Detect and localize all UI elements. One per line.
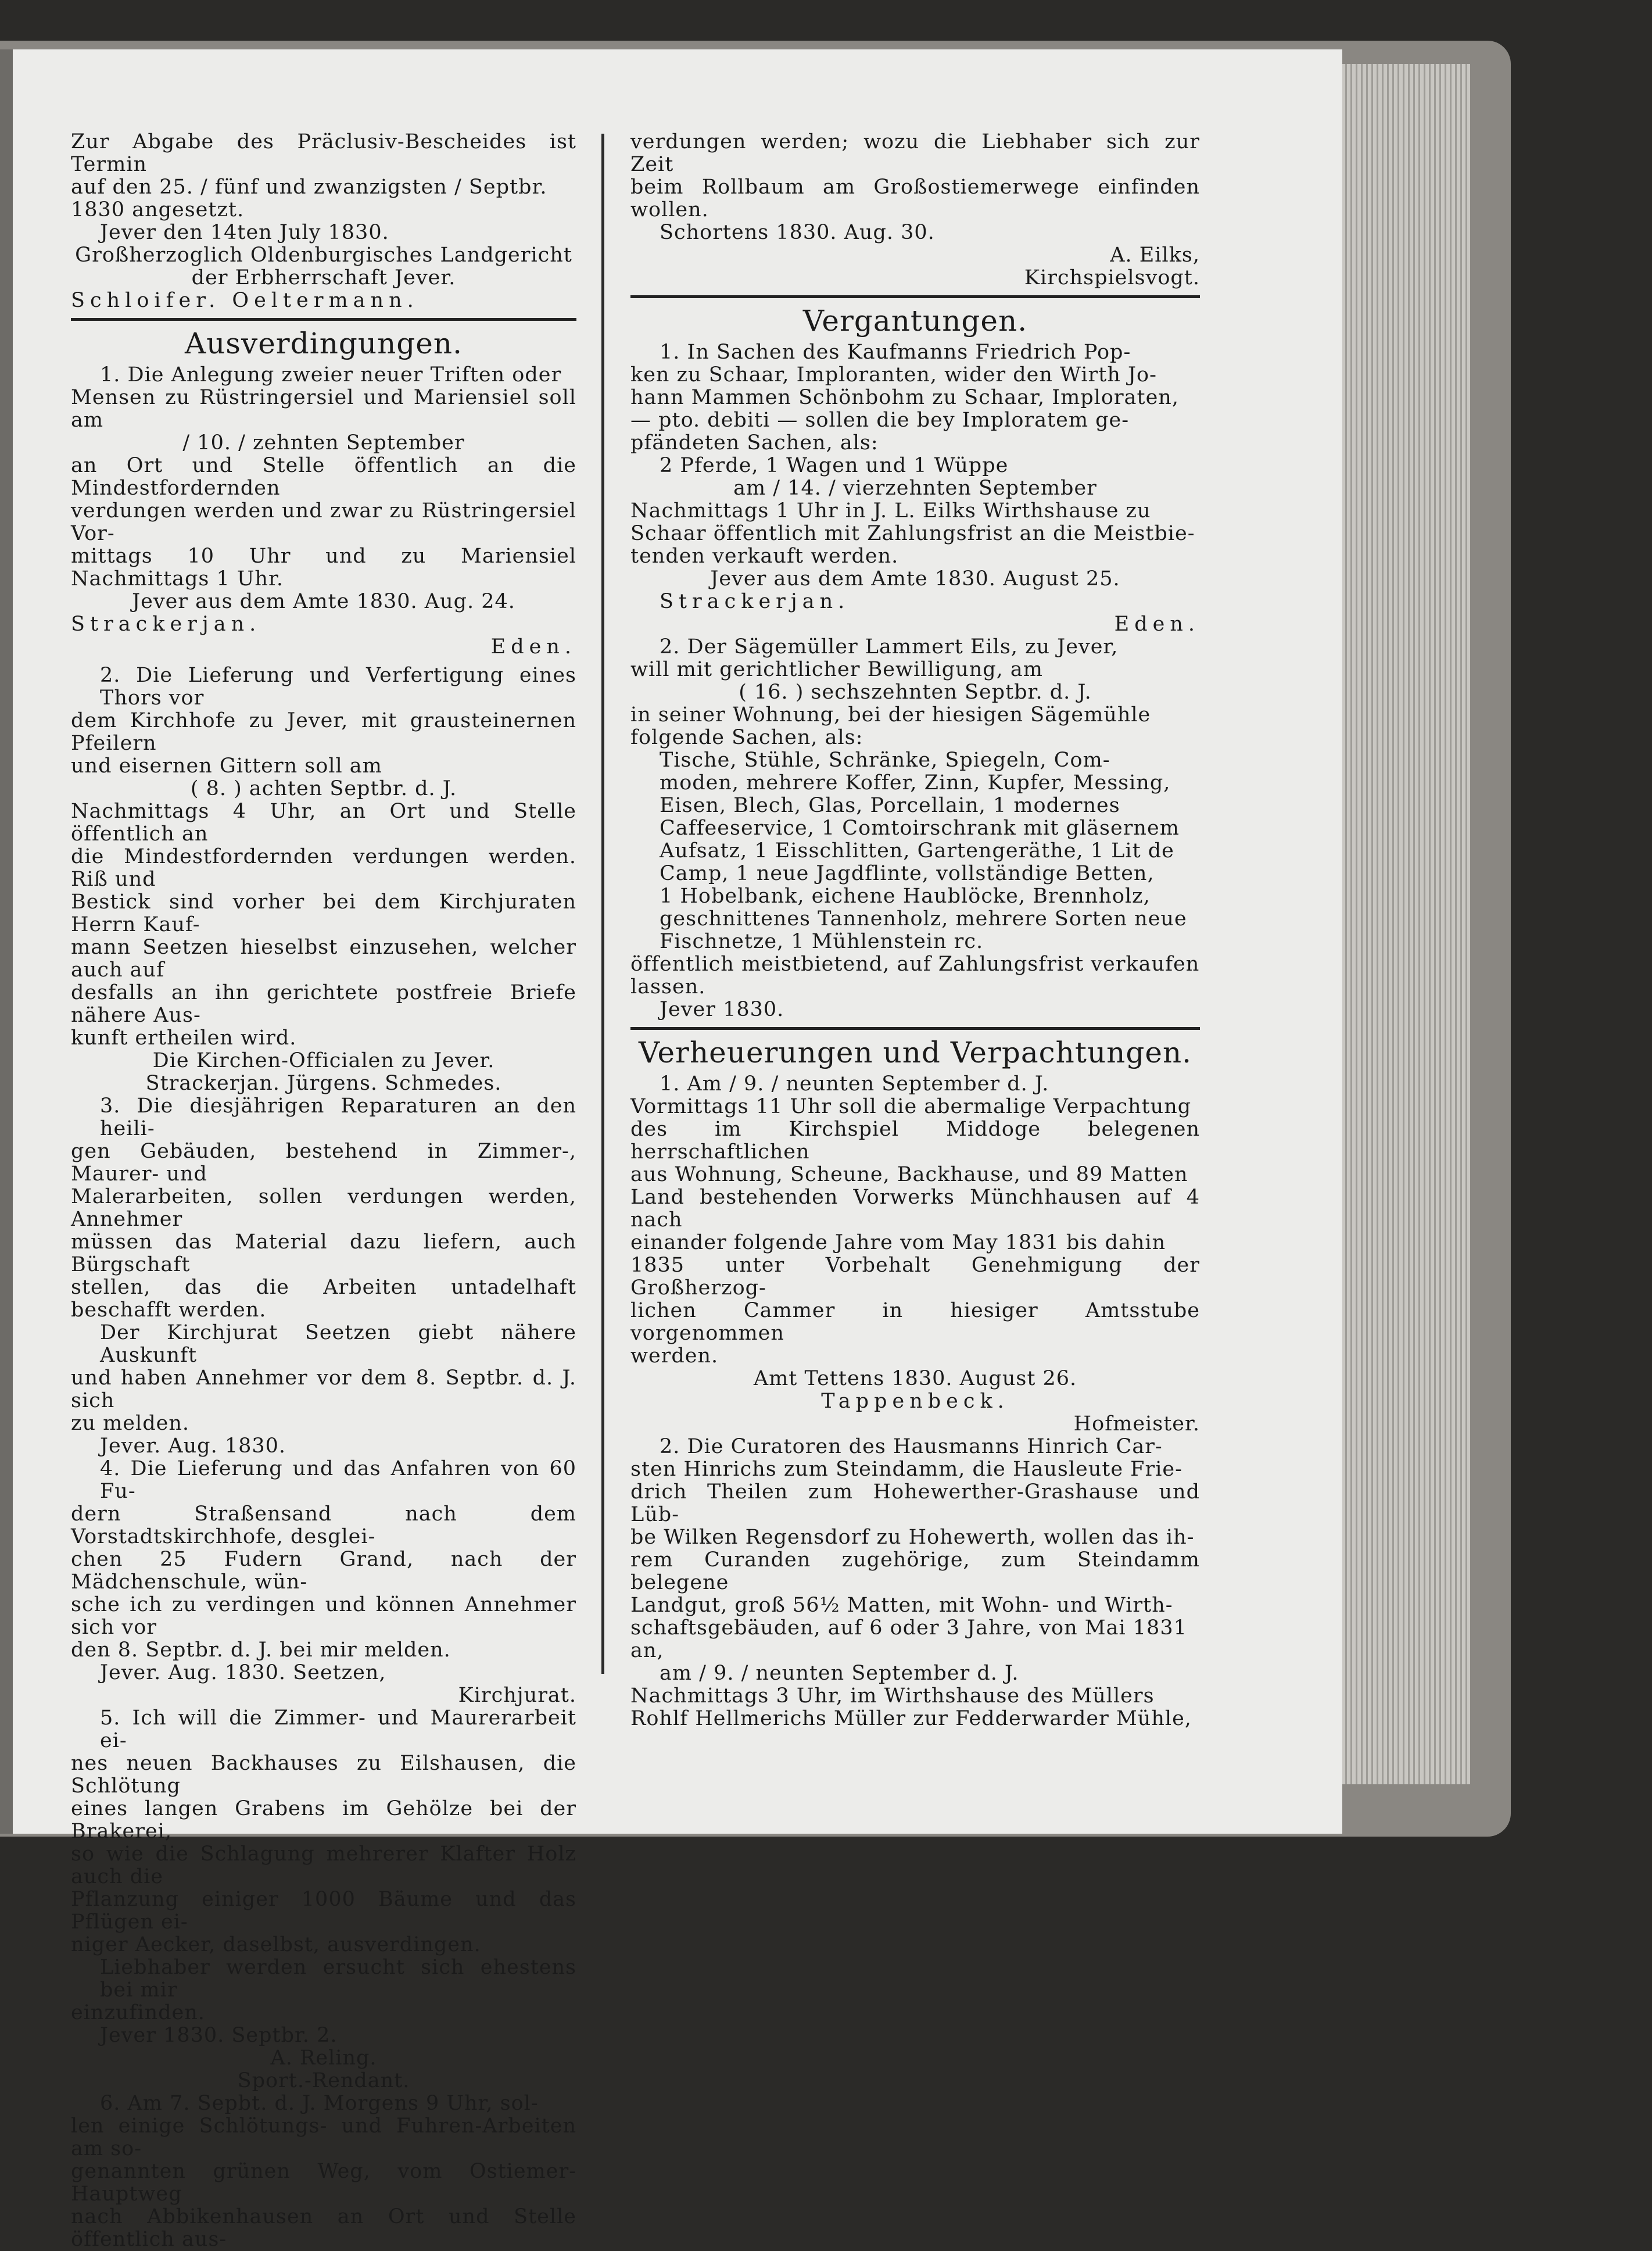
text-line: Jever aus dem Amte 1830. August 25. bbox=[710, 567, 1120, 591]
text-line: chen 25 Fudern Grand, nach der Mädchenschule, wün- bbox=[71, 1548, 576, 1594]
text-line: Caffeeservice, 1 Comtoirschrank mit gläsernem bbox=[660, 817, 1180, 840]
text-line: moden, mehrere Koffer, Zinn, Kupfer, Messing, bbox=[660, 771, 1171, 795]
text-line: 5. Ich will die Zimmer- und Maurerarbeit ei- bbox=[100, 1706, 576, 1752]
text-line: A. Reling. bbox=[270, 2046, 377, 2070]
text-line: in seiner Wohnung, bei der hiesigen Sägemühle bbox=[630, 703, 1151, 727]
text-line: mann Seetzen hieselbst einzusehen, welcher auch auf bbox=[71, 936, 576, 982]
text-line: ken zu Schaar, Imploranten, wider den Wirth Jo- bbox=[630, 363, 1157, 387]
heading-vergantungen: Vergantungen. bbox=[802, 304, 1028, 338]
text-line: aus Wohnung, Scheune, Backhause, und 89 Matten bbox=[630, 1163, 1188, 1186]
left-intro bbox=[71, 131, 576, 312]
text-line: Hofmeister. bbox=[1073, 1412, 1200, 1436]
text-line: dern Straßensand nach dem Vorstadtskirchhofe, desglei- bbox=[71, 1502, 576, 1548]
heading-verheuerungen: Verheuerungen und Verpachtungen. bbox=[638, 1036, 1192, 1069]
text-line: Landgut, groß 56½ Matten, mit Wohn- und Wirth- bbox=[630, 1594, 1173, 1617]
text-line: Fischnetze, 1 Mühlenstein rc. bbox=[660, 930, 984, 953]
text-line: Bestick sind vorher bei dem Kirchjuraten Herrn Kauf- bbox=[71, 890, 576, 936]
text-line: Strackerjan. bbox=[71, 613, 261, 636]
text-line: hann Mammen Schönbohm zu Schaar, Imploraten, bbox=[630, 386, 1179, 409]
page-edges bbox=[1336, 64, 1470, 1784]
text-line: Kirchspielsvogt. bbox=[1024, 266, 1200, 289]
text-line: Pflanzung einiger 1000 Bäume und das Pflügen ei- bbox=[71, 1888, 576, 1934]
text-line: Die Kirchen-Officialen zu Jever. bbox=[152, 1049, 495, 1072]
text-line: len einige Schlötungs- und Fuhren-Arbeiten am so- bbox=[71, 2114, 576, 2160]
text-line: Kirchjurat. bbox=[458, 1684, 576, 1707]
heading-ausverdingungen: Ausverdingungen. bbox=[184, 327, 463, 360]
text-line: A. Eilks, bbox=[1110, 244, 1200, 267]
text-line: mittags 10 Uhr und zu Mariensiel Nachmittags 1 Uhr. bbox=[71, 545, 576, 591]
text-line: öffentlich meistbietend, auf Zahlungsfrist verkaufen bbox=[630, 953, 1200, 976]
text-line: die Mindestfordernden verdungen werden. Riß und bbox=[71, 845, 576, 891]
text-line: sten Hinrichs zum Steindamm, die Hausleute Frie- bbox=[630, 1458, 1182, 1481]
text-line: einander folgende Jahre vom May 1831 bis dahin bbox=[630, 1231, 1166, 1254]
text-line: lassen. bbox=[630, 975, 706, 999]
text-line: Zur Abgabe des Präclusiv-Bescheides ist Termin bbox=[71, 130, 576, 176]
text-line: Jever den 14ten July 1830. bbox=[100, 221, 389, 244]
text-line: Strackerjan. bbox=[660, 590, 850, 613]
text-line: Aufsatz, 1 Eisschlitten, Gartengeräthe, 1 Lit de bbox=[660, 839, 1174, 863]
text-line: drich Theilen zum Hohewerther-Grashause und Lüb- bbox=[630, 1480, 1200, 1526]
text-line: Nachmittags 4 Uhr, an Ort und Stelle öffentlich an bbox=[71, 800, 576, 846]
text-line: be Wilken Regensdorf zu Hohewerth, wollen das ih- bbox=[630, 1526, 1195, 1549]
text-line: ( 8. ) achten Septbr. d. J. bbox=[190, 777, 457, 800]
text-line: 1. Die Anlegung zweier neuer Triften oder bbox=[100, 363, 562, 387]
text-line: Vormittags 11 Uhr soll die abermalige Verpachtung bbox=[630, 1095, 1192, 1118]
section-rule bbox=[71, 318, 576, 321]
text-line: Tische, Stühle, Schränke, Spiegeln, Com- bbox=[660, 749, 1110, 772]
section-rule bbox=[630, 295, 1200, 298]
text-line: beim Rollbaum am Großostiemerwege einfinden wollen. bbox=[630, 176, 1200, 221]
text-line: 2. Die Curatoren des Hausmanns Hinrich Car- bbox=[660, 1435, 1163, 1458]
text-line: Jever. Aug. 1830. Seetzen, bbox=[100, 1661, 386, 1684]
text-line: — pto. debiti — sollen die bey Imploratem ge- bbox=[630, 409, 1130, 432]
right-column bbox=[630, 131, 1200, 1730]
left-body bbox=[71, 364, 576, 2251]
text-line: 3. Die diesjährigen Reparaturen an den heili- bbox=[100, 1094, 576, 1140]
text-line: folgende Sachen, als: bbox=[630, 726, 863, 749]
text-line: so wie die Schlagung mehrerer Klafter Holz auch die bbox=[71, 1842, 576, 1888]
text-line: Mensen zu Rüstringersiel und Mariensiel soll am bbox=[71, 386, 576, 432]
text-line: Jever aus dem Amte 1830. Aug. 24. bbox=[132, 590, 515, 613]
text-line: müssen das Material dazu liefern, auch Bürgschaft bbox=[71, 1230, 576, 1276]
text-line: Nachmittags 3 Uhr, im Wirthshause des Müllers bbox=[630, 1684, 1155, 1708]
binding-gutter bbox=[0, 49, 13, 1834]
right-body-2 bbox=[630, 1073, 1200, 1730]
text-line: sche ich zu verdingen und können Annehmer sich vor bbox=[71, 1593, 576, 1639]
right-intro bbox=[630, 131, 1200, 289]
text-line: Jever 1830. Septbr. 2. bbox=[100, 2024, 338, 2047]
text-line: niger Aecker, daselbst, ausverdingen. bbox=[71, 1933, 481, 1956]
text-line: / 10. / zehnten September bbox=[182, 431, 465, 455]
text-line: pfändeten Sachen, als: bbox=[630, 431, 879, 455]
text-line: auf den 25. / fünf und zwanzigsten / Septbr. bbox=[71, 176, 547, 199]
text-line: Tappenbeck. bbox=[821, 1390, 1009, 1413]
text-line: Camp, 1 neue Jagdflinte, vollständige Betten, bbox=[660, 862, 1155, 885]
text-line: Liebhaber werden ersucht sich ehestens bei mir bbox=[100, 1956, 576, 2002]
text-line: 1830 angesetzt. bbox=[71, 198, 245, 221]
text-line: der Erbherrschaft Jever. bbox=[191, 266, 456, 289]
text-line: 1. Am / 9. / neunten September d. J. bbox=[660, 1072, 1049, 1096]
text-line: Der Kirchjurat Seetzen giebt nähere Auskunft bbox=[100, 1321, 576, 1367]
text-line: Eden. bbox=[1114, 613, 1200, 636]
text-line: an Ort und Stelle öffentlich an die Mindestfordernden bbox=[71, 454, 576, 500]
text-line: Schortens 1830. Aug. 30. bbox=[660, 221, 935, 244]
text-line: Amt Tettens 1830. August 26. bbox=[753, 1367, 1077, 1390]
text-line: am / 9. / neunten September d. J. bbox=[660, 1662, 1019, 1685]
text-line: einzufinden. bbox=[71, 2001, 205, 2024]
text-line: 1. In Sachen des Kaufmanns Friedrich Pop- bbox=[660, 341, 1131, 364]
text-line: dem Kirchhofe zu Jever, mit grausteinernen Pfeilern bbox=[71, 709, 576, 755]
text-line: Eden. bbox=[490, 635, 576, 659]
text-line: tenden verkauft werden. bbox=[630, 545, 899, 568]
text-line: 1835 unter Vorbehalt Genehmigung der Großherzog- bbox=[630, 1254, 1200, 1300]
text-line: stellen, das die Arbeiten untadelhaft beschafft werden. bbox=[71, 1276, 576, 1322]
text-line: geschnittenes Tannenholz, mehrere Sorten neue bbox=[660, 907, 1187, 931]
text-line: Rohlf Hellmerichs Müller zur Fedderwarder Mühle, bbox=[630, 1707, 1192, 1730]
text-line: 1 Hobelbank, eichene Haublöcke, Brennholz, bbox=[660, 885, 1151, 908]
text-line: und eisernen Gittern soll am bbox=[71, 754, 382, 778]
text-line: an, bbox=[630, 1639, 664, 1662]
text-line: den 8. Septbr. d. J. bei mir melden. bbox=[71, 1638, 451, 1662]
text-line: gen Gebäuden, bestehend in Zimmer-, Maurer- und bbox=[71, 1140, 576, 1186]
text-line: verdungen werden; wozu die Liebhaber sich zur Zeit bbox=[630, 130, 1200, 176]
text-line: nes neuen Backhauses zu Eilshausen, die Schlötung bbox=[71, 1752, 576, 1798]
text-line: Malerarbeiten, sollen verdungen werden, Annehmer bbox=[71, 1185, 576, 1231]
text-line: Strackerjan. Jürgens. Schmedes. bbox=[145, 1072, 502, 1095]
text-line: Großherzoglich Oldenburgisches Landgericht bbox=[75, 244, 572, 267]
column-divider bbox=[601, 134, 604, 1674]
text-line: Jever. Aug. 1830. bbox=[100, 1434, 286, 1458]
text-line: lichen Cammer in hiesiger Amtsstube vorgenommen bbox=[630, 1299, 1200, 1345]
text-line: Schaar öffentlich mit Zahlungsfrist an die Meistbie- bbox=[630, 522, 1195, 545]
text-line: und haben Annehmer vor dem 8. Septbr. d. J. sich bbox=[71, 1366, 576, 1412]
text-line: ( 16. ) sechszehnten Septbr. d. J. bbox=[739, 681, 1092, 704]
text-line: Jever 1830. bbox=[660, 998, 784, 1021]
text-line: genannten grünen Weg, vom Ostiemer-Hauptweg bbox=[71, 2160, 576, 2206]
section-rule bbox=[630, 1027, 1200, 1030]
text-line: schaftsgebäuden, auf 6 oder 3 Jahre, von Mai 1831 bbox=[630, 1616, 1187, 1640]
text-line: 2. Die Lieferung und Verfertigung eines Thors vor bbox=[100, 664, 576, 710]
text-line: Sport.-Rendant. bbox=[237, 2069, 410, 2092]
text-line: rem Curanden zugehörige, zum Steindamm belegene bbox=[630, 1548, 1200, 1594]
right-body-1 bbox=[630, 341, 1200, 1021]
text-line: 4. Die Lieferung und das Anfahren von 60 Fu- bbox=[100, 1457, 576, 1503]
text-line: des im Kirchspiel Middoge belegenen herrschaftlichen bbox=[630, 1118, 1200, 1164]
text-line: zu melden. bbox=[71, 1412, 189, 1435]
text-line: Schloifer. Oeltermann. bbox=[71, 289, 419, 312]
text-line: Land bestehenden Vorwerks Münchhausen auf 4 nach bbox=[630, 1186, 1200, 1232]
left-column bbox=[71, 131, 576, 2251]
text-line: verdungen werden und zwar zu Rüstringersiel Vor- bbox=[71, 499, 576, 545]
text-line: eines langen Grabens im Gehölze bei der Brakerei, bbox=[71, 1797, 576, 1843]
text-line: desfalls an ihn gerichtete postfreie Briefe nähere Aus- bbox=[71, 981, 576, 1027]
text-line: will mit gerichtlicher Bewilligung, am bbox=[630, 658, 1043, 681]
text-line: nach Abbikenhausen an Ort und Stelle öffentlich aus- bbox=[71, 2205, 576, 2251]
text-line: am / 14. / vierzehnten September bbox=[733, 477, 1097, 500]
text-line: werden. bbox=[630, 1344, 719, 1368]
text-line: 2 Pferde, 1 Wagen und 1 Wüppe bbox=[660, 454, 1009, 477]
text-line: Nachmittags 1 Uhr in J. L. Eilks Wirthshause zu bbox=[630, 499, 1151, 523]
text-line: kunft ertheilen wird. bbox=[71, 1026, 297, 1050]
text-line: Eisen, Blech, Glas, Porcellain, 1 modernes bbox=[660, 794, 1120, 817]
text-line: 2. Der Sägemüller Lammert Eils, zu Jever, bbox=[660, 635, 1119, 659]
text-line: 6. Am 7. Sepbt. d. J. Morgens 9 Uhr, sol- bbox=[100, 2092, 539, 2115]
